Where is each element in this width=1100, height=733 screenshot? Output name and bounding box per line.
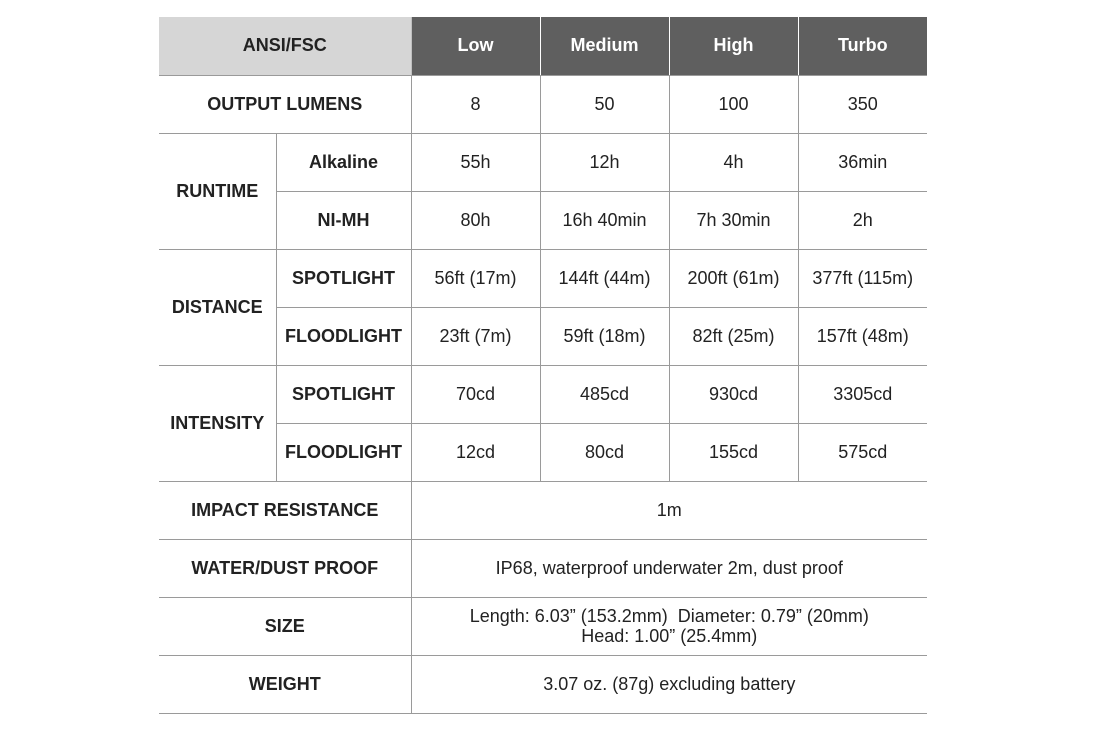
impact-label: IMPACT RESISTANCE bbox=[159, 481, 411, 539]
mode-header-medium: Medium bbox=[540, 17, 669, 75]
intensity-row-spotlight bbox=[159, 365, 927, 423]
output-low: 8 bbox=[411, 75, 540, 133]
runtime-alkaline-low: 55h bbox=[411, 133, 540, 191]
size-label: SIZE bbox=[159, 597, 411, 655]
mode-header-high: High bbox=[669, 17, 798, 75]
intensity-floodlight-low: 12cd bbox=[411, 423, 540, 481]
weight-row bbox=[159, 655, 927, 713]
runtime-sub-alkaline: Alkaline bbox=[276, 133, 411, 191]
output-row bbox=[159, 75, 927, 133]
weight-label: WEIGHT bbox=[159, 655, 411, 713]
size-value bbox=[411, 597, 927, 655]
size-line-1: Length: 6.03” (153.2mm) Diameter: 0.79” (20mm) bbox=[469, 606, 869, 626]
runtime-row-alkaline bbox=[159, 133, 927, 191]
output-label: OUTPUT LUMENS bbox=[159, 75, 411, 133]
water-row bbox=[159, 539, 927, 597]
intensity-spotlight-turbo: 3305cd bbox=[798, 365, 927, 423]
runtime-nimh-low: 80h bbox=[411, 191, 540, 249]
weight-value: 3.07 oz. (87g) excluding battery bbox=[411, 655, 927, 713]
distance-spotlight-low: 56ft (17m) bbox=[411, 249, 540, 307]
mode-header-turbo: Turbo bbox=[798, 17, 927, 75]
runtime-nimh-turbo: 2h bbox=[798, 191, 927, 249]
runtime-alkaline-medium: 12h bbox=[540, 133, 669, 191]
distance-row-spotlight bbox=[159, 249, 927, 307]
spec-table bbox=[159, 17, 927, 714]
distance-sub-spotlight: SPOTLIGHT bbox=[276, 249, 411, 307]
distance-sub-floodlight: FLOODLIGHT bbox=[276, 307, 411, 365]
distance-spotlight-medium: 144ft (44m) bbox=[540, 249, 669, 307]
runtime-sub-nimh: NI-MH bbox=[276, 191, 411, 249]
water-label: WATER/DUST PROOF bbox=[159, 539, 411, 597]
distance-floodlight-medium: 59ft (18m) bbox=[540, 307, 669, 365]
intensity-floodlight-turbo: 575cd bbox=[798, 423, 927, 481]
intensity-spotlight-medium: 485cd bbox=[540, 365, 669, 423]
distance-label: DISTANCE bbox=[159, 249, 276, 365]
runtime-nimh-medium: 16h 40min bbox=[540, 191, 669, 249]
mode-header-low: Low bbox=[411, 17, 540, 75]
header-row bbox=[159, 17, 927, 75]
distance-floodlight-turbo: 157ft (48m) bbox=[798, 307, 927, 365]
intensity-sub-floodlight: FLOODLIGHT bbox=[276, 423, 411, 481]
impact-value: 1m bbox=[411, 481, 927, 539]
output-turbo: 350 bbox=[798, 75, 927, 133]
runtime-nimh-high: 7h 30min bbox=[669, 191, 798, 249]
intensity-spotlight-high: 930cd bbox=[669, 365, 798, 423]
size-row bbox=[159, 597, 927, 655]
intensity-sub-spotlight: SPOTLIGHT bbox=[276, 365, 411, 423]
runtime-alkaline-high: 4h bbox=[669, 133, 798, 191]
intensity-floodlight-medium: 80cd bbox=[540, 423, 669, 481]
output-medium: 50 bbox=[540, 75, 669, 133]
runtime-alkaline-turbo: 36min bbox=[798, 133, 927, 191]
distance-floodlight-low: 23ft (7m) bbox=[411, 307, 540, 365]
distance-floodlight-high: 82ft (25m) bbox=[669, 307, 798, 365]
impact-row bbox=[159, 481, 927, 539]
water-value: IP68, waterproof underwater 2m, dust proof bbox=[411, 539, 927, 597]
size-line-2: Head: 1.00” (25.4mm) bbox=[581, 626, 758, 646]
runtime-label: RUNTIME bbox=[159, 133, 276, 249]
intensity-floodlight-high: 155cd bbox=[669, 423, 798, 481]
distance-spotlight-turbo: 377ft (115m) bbox=[798, 249, 927, 307]
standard-header: ANSI/FSC bbox=[159, 17, 411, 75]
distance-spotlight-high: 200ft (61m) bbox=[669, 249, 798, 307]
output-high: 100 bbox=[669, 75, 798, 133]
intensity-label: INTENSITY bbox=[159, 365, 276, 481]
intensity-spotlight-low: 70cd bbox=[411, 365, 540, 423]
